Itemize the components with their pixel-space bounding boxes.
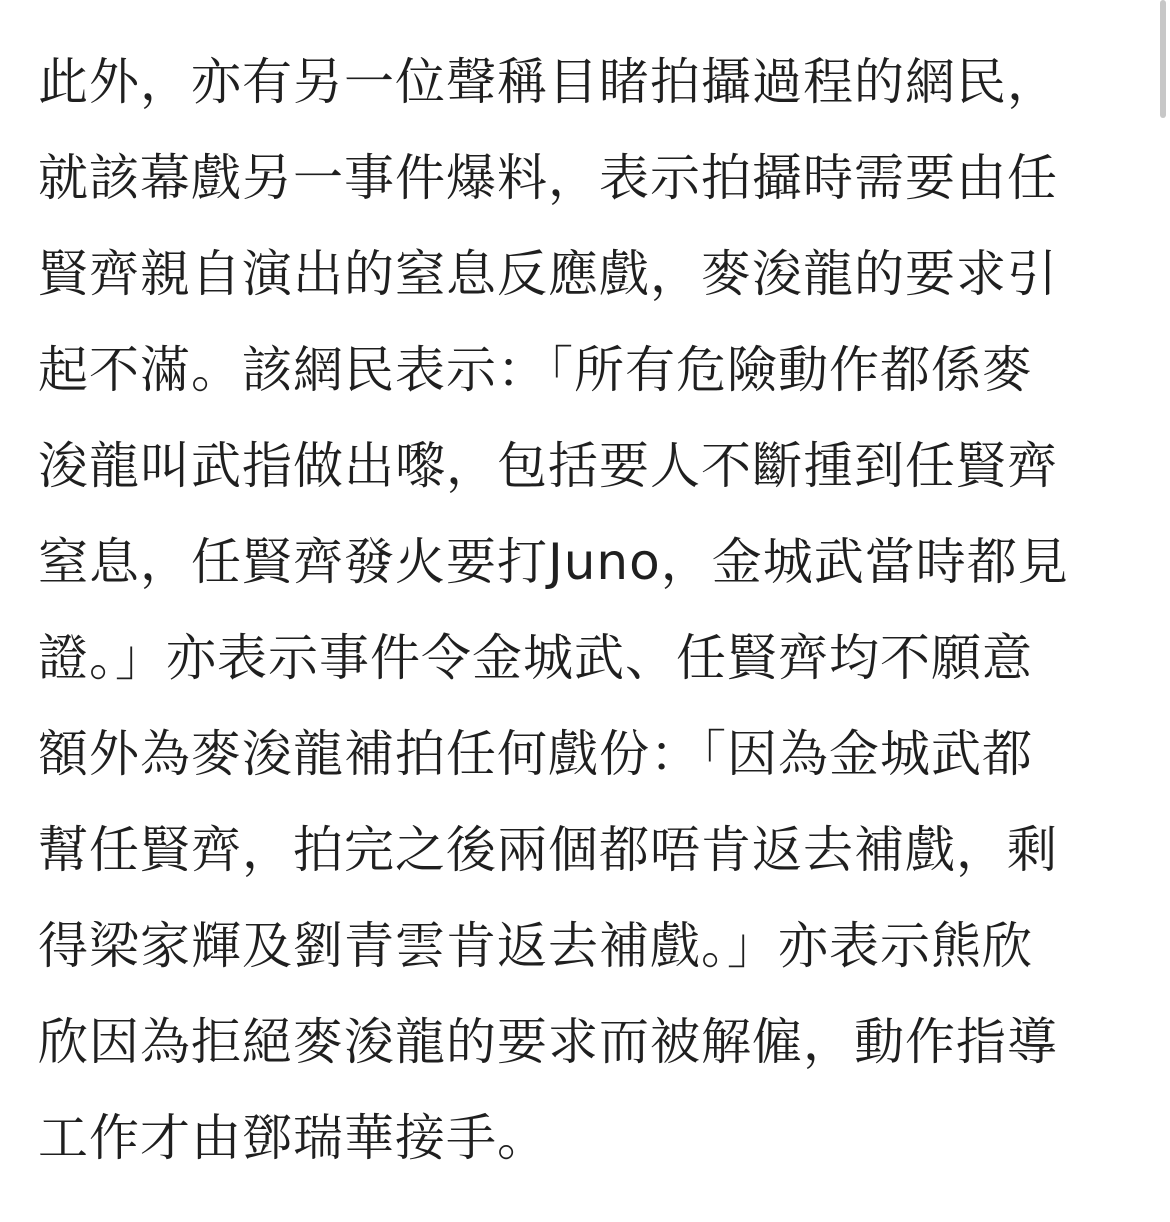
paragraph-line: 幫任賢齊，拍完之後兩個都唔肯返去補戲，剩 bbox=[38, 821, 1058, 879]
paragraph-line: 證。」亦表示事件令金城武、任賢齊均不願意 bbox=[38, 629, 1033, 687]
paragraph-line: 工作才由鄧瑞華接手。 bbox=[38, 1109, 548, 1167]
paragraph-line: 窒息，任賢齊發火要打Juno，金城武當時都見 bbox=[38, 533, 1069, 591]
article-body bbox=[38, 34, 1138, 1186]
paragraph-line: 得梁家輝及劉青雲肯返去補戲。」亦表示熊欣 bbox=[38, 917, 1033, 975]
paragraph-line: 賢齊親自演出的窒息反應戲，麥浚龍的要求引 bbox=[38, 245, 1058, 303]
paragraph-line: 額外為麥浚龍補拍任何戲份：「因為金城武都 bbox=[38, 725, 1033, 783]
paragraph-line: 此外，亦有另一位聲稱目睹拍攝過程的網民， bbox=[38, 53, 1058, 111]
paragraph-line: 欣因為拒絕麥浚龍的要求而被解僱，動作指導 bbox=[38, 1013, 1058, 1071]
scrollbar[interactable] bbox=[1160, 0, 1166, 118]
paragraph-line: 就該幕戲另一事件爆料，表示拍攝時需要由任 bbox=[38, 149, 1058, 207]
paragraph-line: 浚龍叫武指做出嚟，包括要人不斷揰到任賢齊 bbox=[38, 437, 1058, 495]
paragraph-line: 起不滿。該網民表示：「所有危險動作都係麥 bbox=[38, 341, 1033, 399]
